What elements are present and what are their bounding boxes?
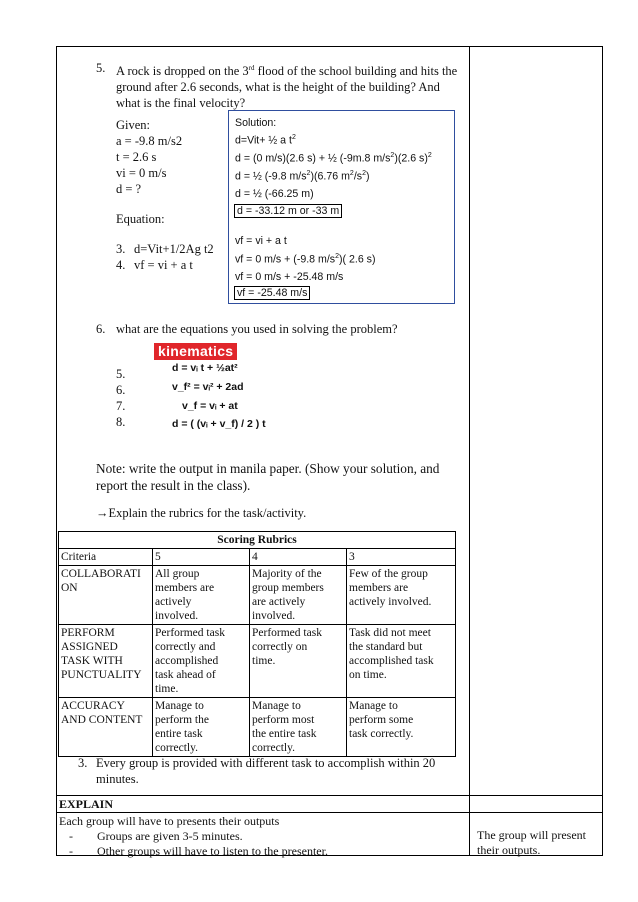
right-line-2: their outputs. bbox=[477, 843, 541, 857]
item3-line2: minutes. bbox=[96, 772, 139, 786]
kinematics-equation-4 bbox=[172, 418, 266, 430]
given-d: d = ? bbox=[116, 182, 142, 196]
rubric-cell: All group members are actively involved. bbox=[153, 566, 250, 625]
eq-number-5: 5. bbox=[116, 367, 126, 381]
kin-eq3-text: v_f = vᵢ + at bbox=[182, 400, 238, 412]
sq: 2 bbox=[306, 170, 311, 177]
explain-top-rule bbox=[56, 795, 603, 796]
rubric-cell: ACCURACY AND CONTENT bbox=[59, 698, 153, 757]
question-5 bbox=[96, 60, 457, 111]
rubric-header-4: 4 bbox=[250, 549, 347, 566]
sol-l3c: /s bbox=[353, 170, 363, 183]
given-t: t = 2.6 s bbox=[116, 150, 157, 164]
q5-sup: rd bbox=[248, 64, 255, 72]
sol-l2b: )(2.6 s) bbox=[394, 152, 428, 165]
rubric-header-criteria: Criteria bbox=[59, 549, 153, 566]
eq3-number: 3. bbox=[116, 242, 126, 256]
kinematics-equation-1 bbox=[172, 362, 238, 374]
sq: 2 bbox=[335, 253, 339, 260]
rubric-title: Scoring Rubrics bbox=[59, 532, 456, 549]
rubric-cell: COLLABORATI ON bbox=[59, 566, 153, 625]
sol-l3: d = ½ (-9.8 m/s bbox=[235, 170, 307, 183]
column-divider bbox=[469, 46, 470, 856]
eq-number-8: 8. bbox=[116, 415, 126, 429]
explain-bottom-rule bbox=[56, 812, 603, 813]
solution-line-6: vf = vi + a t bbox=[235, 235, 287, 247]
explain-bullet-1: Groups are given 3-5 minutes. bbox=[97, 829, 243, 843]
table-row bbox=[59, 698, 456, 757]
rubric-cell: Performed task correctly on time. bbox=[250, 625, 347, 698]
boxed-answer-vf: vf = -25.48 m/s bbox=[234, 286, 310, 300]
sol-l7b: )( 2.6 s) bbox=[338, 253, 376, 266]
kin-eq4-text: d = ( (vᵢ + v_f) / 2 ) t bbox=[172, 418, 266, 430]
q5-number: 5. bbox=[96, 61, 106, 75]
sol-l3b: )(6.76 m bbox=[310, 170, 350, 183]
explain-body bbox=[59, 814, 328, 859]
note-line-1: Note: write the output in manila paper. (Show your solution, and bbox=[96, 461, 440, 476]
rubric-header-5: 5 bbox=[153, 549, 250, 566]
note-line-2: report the result in the class). bbox=[96, 478, 251, 493]
boxed-answer-d: d = -33.12 m or -33 m bbox=[234, 204, 342, 218]
bullet-dash: - bbox=[69, 844, 73, 858]
kinematics-equation-2 bbox=[172, 381, 244, 393]
q5-line1a: A rock is dropped on the 3 bbox=[116, 64, 249, 79]
note-block bbox=[96, 460, 439, 494]
kin-eq2-text: v_f² = vᵢ² + 2ad bbox=[172, 381, 244, 393]
sq: 2 bbox=[291, 134, 296, 141]
given-block bbox=[116, 117, 214, 273]
sol-l1: d=Vit+ ½ a t bbox=[235, 134, 292, 147]
sq: 2 bbox=[362, 170, 366, 177]
given-label: Given: bbox=[116, 118, 151, 132]
explain-rubrics-text: →Explain the rubrics for the task/activity. bbox=[96, 506, 307, 520]
solution-line-7 bbox=[235, 253, 375, 266]
given-a: a = -9.8 m/s2 bbox=[116, 134, 183, 148]
rubric-cell: Task did not meet the standard but accomplished task on time. bbox=[347, 625, 456, 698]
equation-label: Equation: bbox=[116, 212, 165, 226]
item3-number: 3. bbox=[78, 756, 88, 770]
rubric-cell: Majority of the group members are actively involved. bbox=[250, 566, 347, 625]
eq4-number: 4. bbox=[116, 258, 126, 272]
q5-line1b: flood of the school building and hits the bbox=[254, 64, 458, 79]
q5-line3: what is the final velocity? bbox=[116, 96, 246, 111]
table-row bbox=[59, 566, 456, 625]
solution-line-2 bbox=[235, 152, 432, 165]
scoring-rubric-table bbox=[58, 531, 456, 757]
item-3 bbox=[78, 755, 435, 787]
given-vi: vi = 0 m/s bbox=[116, 166, 167, 180]
table-row bbox=[59, 625, 456, 698]
explain-right-column bbox=[477, 828, 586, 858]
solution-line-3 bbox=[235, 170, 370, 183]
solution-line-9 bbox=[234, 287, 310, 299]
q6-text: what are the equations you used in solving the problem? bbox=[116, 322, 398, 336]
eq-number-6: 6. bbox=[116, 383, 126, 397]
question-6 bbox=[96, 321, 398, 337]
q6-number: 6. bbox=[96, 322, 106, 336]
explain-line-1: Each group will have to presents their outputs bbox=[59, 814, 280, 828]
q5-line2: ground after 2.6 seconds, what is the height of the building? And bbox=[116, 80, 440, 95]
rubric-header-row bbox=[59, 549, 456, 566]
eq-number-7: 7. bbox=[116, 399, 126, 413]
rubric-cell: Manage to perform most the entire task correctly. bbox=[250, 698, 347, 757]
solution-line-8: vf = 0 m/s + -25.48 m/s bbox=[235, 271, 344, 283]
eq3-text: d=Vit+1/2Ag t2 bbox=[134, 242, 214, 256]
rubric-cell: Few of the group members are actively involved. bbox=[347, 566, 456, 625]
sol-l7: vf = 0 m/s + (-9.8 m/s bbox=[235, 253, 336, 266]
rubric-cell: Manage to perform some task correctly. bbox=[347, 698, 456, 757]
kinematics-title: kinematics bbox=[154, 343, 237, 360]
right-line-1: The group will present bbox=[477, 828, 586, 842]
explain-heading: EXPLAIN bbox=[59, 797, 114, 811]
bullet-dash: - bbox=[69, 829, 73, 843]
solution-line-5 bbox=[234, 205, 342, 217]
explain-bullet-2: Other groups will have to listen to the presenter. bbox=[97, 844, 328, 858]
rubric-header-3: 3 bbox=[347, 549, 456, 566]
sq: 2 bbox=[349, 170, 354, 177]
rubric-title-row bbox=[59, 532, 456, 549]
solution-box bbox=[228, 110, 455, 304]
rubric-cell: Manage to perform the entire task correctly. bbox=[153, 698, 250, 757]
solution-line-1 bbox=[235, 134, 296, 147]
sq: 2 bbox=[427, 152, 432, 159]
kin-eq1-text: d = vᵢ t + ½at² bbox=[172, 362, 238, 374]
rubric-cell: PERFORM ASSIGNED TASK WITH PUNCTUALITY bbox=[59, 625, 153, 698]
item3-line1: Every group is provided with different task to accomplish within 20 bbox=[96, 756, 436, 770]
kinematics-equation-3 bbox=[182, 400, 238, 412]
sol-l2: d = (0 m/s)(2.6 s) + ½ (-9m.8 m/s bbox=[235, 152, 391, 165]
sol-l3d: ) bbox=[365, 170, 370, 183]
solution-label: Solution: bbox=[235, 117, 277, 129]
eq4-text: vf = vi + a t bbox=[134, 258, 193, 272]
sq: 2 bbox=[390, 152, 395, 159]
solution-line-4: d = ½ (-66.25 m) bbox=[235, 188, 314, 200]
rubric-cell: Performed task correctly and accomplished task ahead of time. bbox=[153, 625, 250, 698]
